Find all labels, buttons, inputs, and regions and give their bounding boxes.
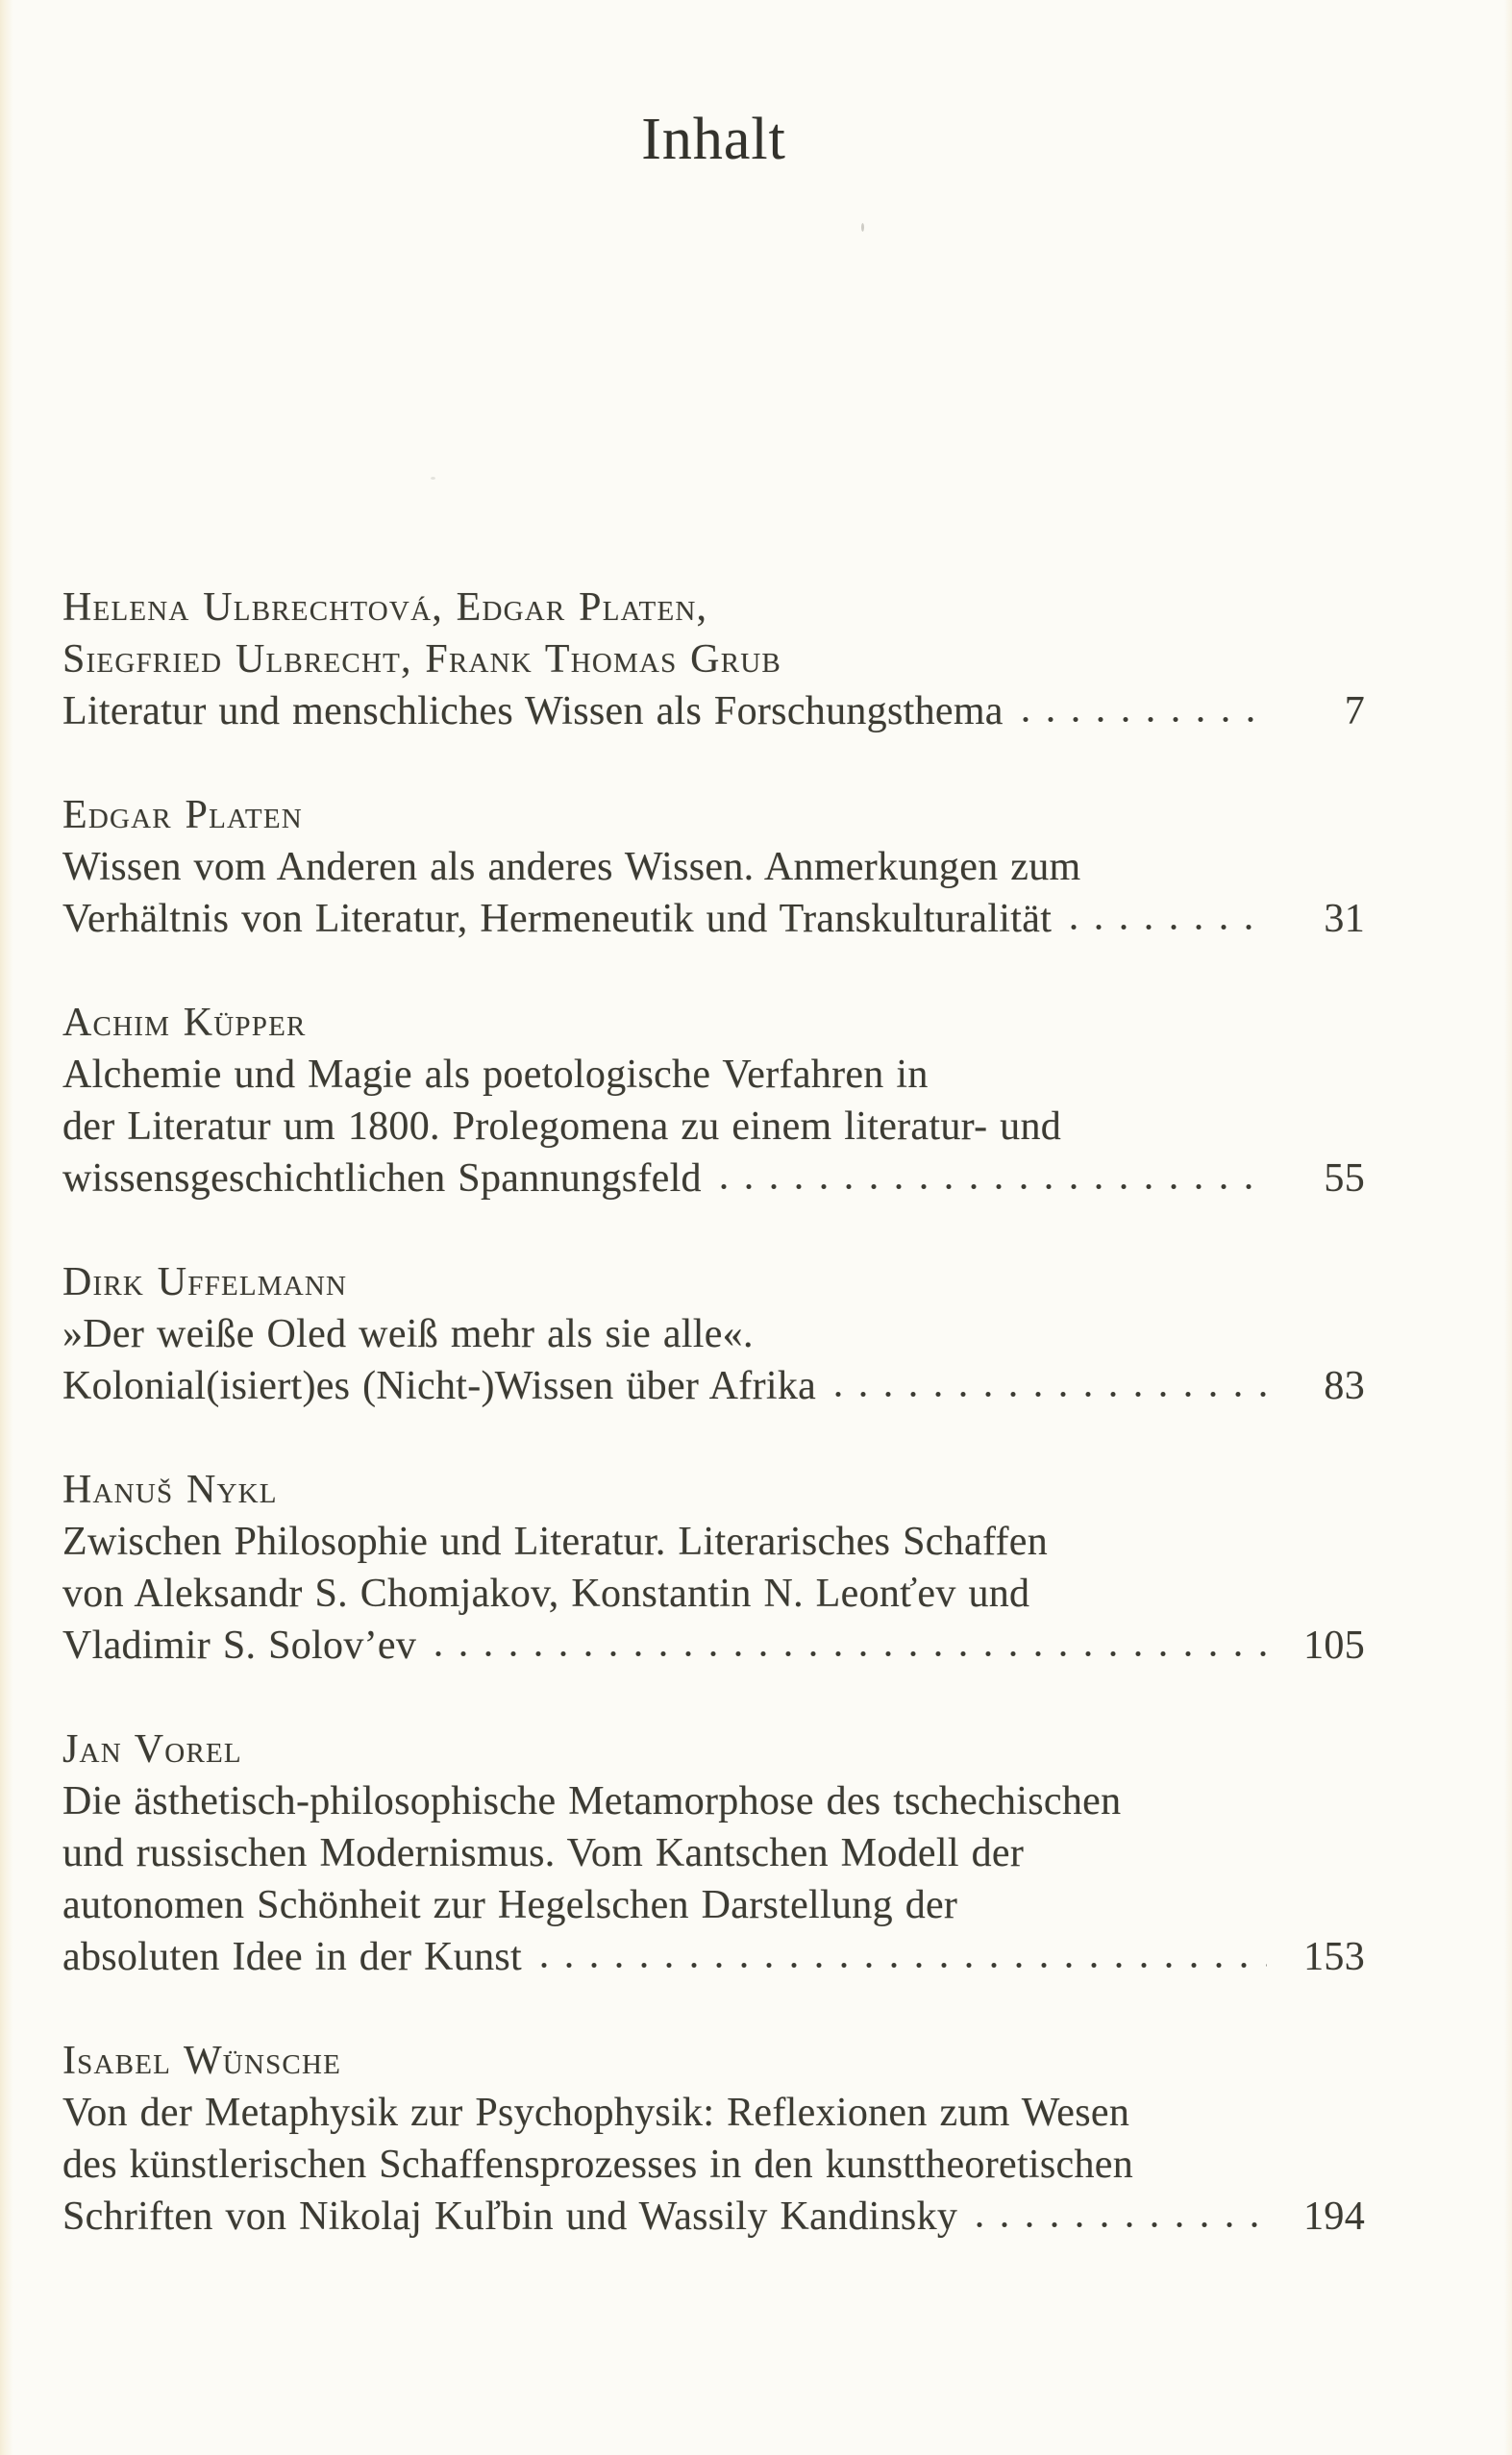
dot-leader [967, 2220, 1267, 2229]
entry-authors [62, 2035, 1365, 2087]
toc-entry [62, 582, 1365, 737]
author-name: Edgar Platen [62, 793, 303, 837]
entry-authors [62, 582, 1365, 685]
title-text: von Aleksandr S. Chomjakov, Konstantin N. Leonťev und [62, 1572, 1030, 1616]
title-text: autonomen Schönheit zur Hegelschen Darstellung der [62, 1883, 958, 1927]
entry-authors [62, 997, 1365, 1049]
page-number: 105 [1303, 1624, 1365, 1668]
title-line [62, 1516, 1365, 1568]
dot-leader [826, 1390, 1267, 1399]
author-name: Helena Ulbrechtová, Edgar Platen, [62, 585, 708, 630]
toc-entry [62, 1256, 1365, 1412]
page-number: 83 [1324, 1364, 1365, 1408]
title-line [62, 1101, 1365, 1153]
dot-leader [1013, 715, 1267, 724]
toc-entry [62, 2035, 1365, 2243]
author-name: Isabel Wünsche [62, 2039, 342, 2083]
title-line [62, 1153, 1365, 1204]
toc-entry [62, 1723, 1365, 1983]
title-line [62, 1775, 1365, 1827]
title-line [62, 2139, 1365, 2191]
title-text: Alchemie und Magie als poetologische Verfahren in [62, 1053, 929, 1097]
page-number: 7 [1344, 689, 1365, 733]
author-name: Dirk Uffelmann [62, 1260, 348, 1304]
title-line [62, 685, 1365, 737]
title-text: absoluten Idee in der Kunst [62, 1935, 522, 1979]
toc-entry [62, 789, 1365, 945]
toc-entry [62, 997, 1365, 1204]
title-line [62, 893, 1365, 945]
title-text: Schriften von Nikolaj Kuľbin und Wassily Kandinsky [62, 2195, 958, 2239]
entry-title [62, 1049, 1365, 1204]
title-text: des künstlerischen Schaffensprozesses in den kunsttheoretischen [62, 2143, 1134, 2187]
title-text: Die ästhetisch-philosophische Metamorphose des tschechischen [62, 1779, 1122, 1823]
title-text: Literatur und menschliches Wissen als Forschungsthema [62, 689, 1004, 733]
title-line [62, 1879, 1365, 1931]
toc-list [62, 582, 1365, 2243]
title-text: Kolonial(isiert)es (Nicht-)Wissen über Afrika [62, 1364, 817, 1408]
title-text: Zwischen Philosophie und Literatur. Literarisches Schaffen [62, 1520, 1049, 1564]
dot-leader [532, 1961, 1267, 1970]
dot-leader [1061, 923, 1267, 931]
title-line [62, 1827, 1365, 1879]
title-text: und russischen Modernismus. Vom Kantschen Modell der [62, 1831, 1025, 1875]
title-line [62, 2191, 1365, 2243]
dot-leader [426, 1649, 1267, 1658]
title-text: Wissen vom Anderen als anderes Wissen. Anmerkungen zum [62, 845, 1081, 889]
author-name: Hanuš Nykl [62, 1468, 278, 1512]
title-line [62, 1049, 1365, 1101]
title-text: Verhältnis von Literatur, Hermeneutik und Transkulturalität [62, 897, 1053, 941]
title-line [62, 1308, 1365, 1360]
entry-title [62, 2087, 1365, 2243]
paper-edge-left [0, 0, 13, 2455]
entry-authors [62, 1256, 1365, 1308]
dot-leader [711, 1182, 1267, 1191]
author-name: Jan Vorel [62, 1727, 242, 1772]
title-line [62, 2087, 1365, 2139]
author-name: Achim Küpper [62, 1001, 307, 1045]
title-text: wissensgeschichtlichen Spannungsfeld [62, 1156, 702, 1201]
title-text: Von der Metaphysik zur Psychophysik: Reflexionen zum Wesen [62, 2091, 1130, 2135]
title-text: »Der weiße Oled weiß mehr als sie alle«. [62, 1312, 754, 1356]
paper-edge-right [1504, 0, 1512, 2455]
title-line [62, 1620, 1365, 1672]
page-number: 31 [1324, 897, 1365, 941]
entry-title [62, 1516, 1365, 1672]
entry-authors [62, 789, 1365, 841]
entry-title [62, 1308, 1365, 1412]
entry-title [62, 685, 1365, 737]
page-number: 153 [1303, 1935, 1365, 1979]
scan-speck [861, 223, 864, 232]
page-title: Inhalt [641, 107, 786, 172]
entry-authors [62, 1723, 1365, 1775]
page-number: 194 [1303, 2195, 1365, 2239]
page-number: 55 [1324, 1156, 1365, 1201]
author-name: Siegfried Ulbrecht, Frank Thomas Grub [62, 637, 781, 682]
title-text: Vladimir S. Solov’ev [62, 1624, 417, 1668]
title-text: der Literatur um 1800. Prolegomena zu einem literatur- und [62, 1104, 1062, 1149]
title-line [62, 1568, 1365, 1620]
scan-speck [431, 477, 435, 480]
title-line [62, 1360, 1365, 1412]
entry-title [62, 1775, 1365, 1983]
entry-title [62, 841, 1365, 945]
toc-entry [62, 1464, 1365, 1672]
title-line [62, 841, 1365, 893]
title-line [62, 1931, 1365, 1983]
entry-authors [62, 1464, 1365, 1516]
